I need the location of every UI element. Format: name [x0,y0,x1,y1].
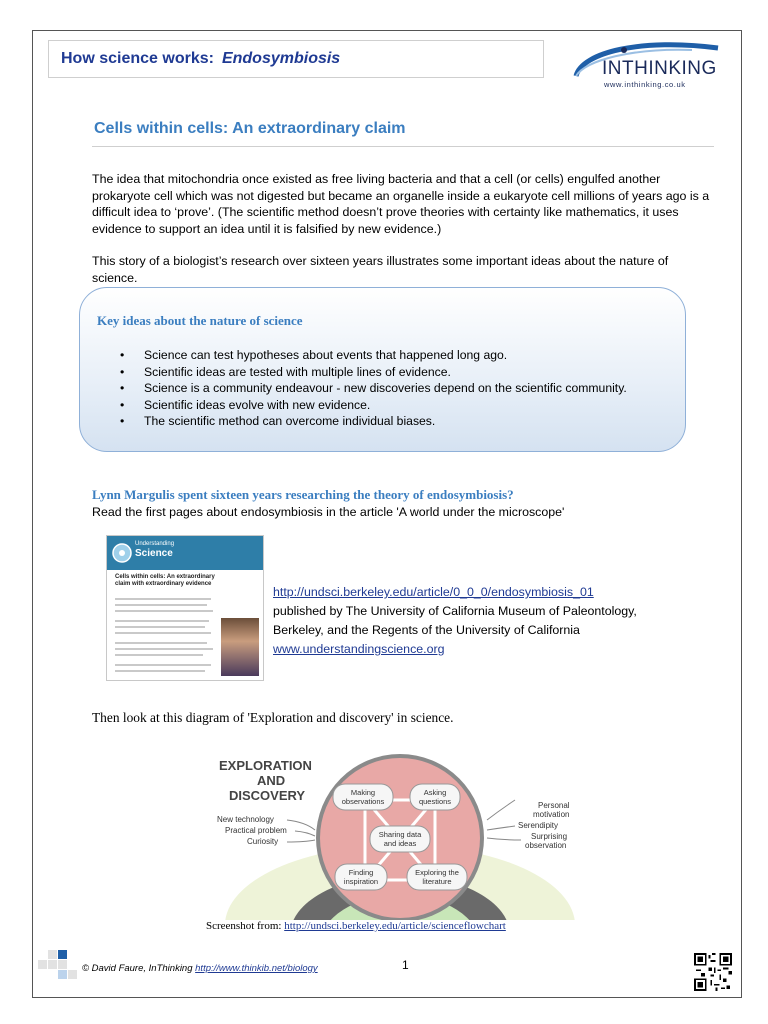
bullet-icon: • [120,397,125,412]
bullet-icon: • [120,381,125,395]
node-exploring-line2: literature [422,877,452,886]
footer-squares-icon [38,950,78,980]
intro-paragraph: The idea that mitochondria once existed as free living bacteria and that a cell (or cells) engulfed another prokaryote cell which was not digested but became an organelle inside a eukaryote cell millions of years ago is a difficult idea to ‘prove’. (The scientific method doesn’t prove theories with certainty like mathematics, it uses evidence to support an idea until it is falsified by new evidence.) [92,172,710,236]
thumbnail-text-line [115,626,205,628]
logo-brand: INTHINKING [602,58,717,79]
diagram-instruction: Then look at this diagram of 'Exploration and discovery' in science. [92,710,454,725]
story-paragraph: This story of a biologist’s research over sixteen years illustrates some important ideas about the nature of science. [92,254,669,285]
list-item [120,347,627,364]
bullet-icon: • [120,414,125,428]
right-label-surprising: Surprising [531,832,568,841]
diagram-caption [206,920,506,932]
header-prefix: How science works: [61,50,214,67]
key-idea-text: Science can test hypotheses about events that happened long ago. [144,348,508,362]
node-making-line1: Making [350,788,376,797]
thumbnail-brand-main: Science [135,548,173,559]
list-item [120,380,627,397]
thumbnail-text-line [115,604,207,606]
thumbnail-text-line [115,642,207,644]
thumbnail-text-line [115,620,209,622]
article-thumbnail[interactable] [106,535,264,681]
thumbnail-headline: Cells within cells: An extraordinary claim with extraordinary evidence [115,574,215,587]
list-item [120,364,627,381]
node-sharing-line1: Sharing data [378,830,422,839]
node-sharing-data [370,826,430,852]
node-exploring-literature [407,864,467,890]
header-banner [48,40,544,78]
caption-prefix: Screenshot from: [206,920,282,932]
node-asking-questions [410,784,460,810]
thumbnail-text-line [115,654,203,656]
diagram-heading-2: AND [257,773,286,788]
key-idea-text: The scientific method can overcome individual biases. [144,414,436,428]
node-finding-line1: Finding [348,868,374,877]
list-item [120,413,627,430]
header-title [61,50,340,68]
key-ideas-title: Key ideas about the nature of science [97,313,303,328]
exploration-diagram [215,750,585,920]
exploration-diagram-graphic [215,750,585,920]
caption-link[interactable]: http://undsci.berkeley.edu/article/scienceflowchart [284,920,506,932]
bullet-icon: • [120,348,125,362]
article-link[interactable]: http://undsci.berkeley.edu/article/0_0_0/endosymbiosis_01 [273,585,594,599]
footer-link[interactable]: http://www.thinkib.net/biology [195,963,318,974]
read-instruction: Read the first pages about endosymbiosis in the article 'A world under the microscope' [92,505,565,519]
node-making-observations [333,784,393,810]
page-number: 1 [402,958,409,972]
publisher-line-1: published by The University of California Museum of Paleontology, [273,604,637,618]
lynn-heading: Lynn Margulis spent sixteen years researching the theory of endosymbiosis? [92,487,514,502]
node-asking-line1: Asking [423,788,447,797]
right-label-serendipity: Serendipity [518,821,559,830]
diagram-heading-3: DISCOVERY [229,788,306,803]
node-exploring-line1: Exploring the [415,868,459,877]
footer-credit [82,963,318,974]
right-label-observation: observation [525,841,567,850]
section-title: Cells within cells: An extraordinary claim [94,120,406,137]
logo-url: www.inthinking.co.uk [604,80,686,89]
key-idea-text: Scientific ideas are tested with multiple lines of evidence. [144,364,451,379]
source-citation [273,583,637,659]
bullet-icon: • [120,364,125,379]
left-label-technology: New technology [217,815,274,824]
margulis-photo [221,618,259,676]
thumbnail-text-line [115,670,205,672]
left-label-problem: Practical problem [225,826,287,835]
thumbnail-brand [135,541,174,559]
inthinking-logo [572,40,722,92]
thumbnail-text-line [115,632,211,634]
list-item [120,397,627,414]
thumbnail-banner [107,536,264,570]
understanding-science-logo-icon [111,542,133,564]
diagram-heading-1: EXPLORATION [219,758,312,773]
node-sharing-line2: and ideas [383,839,417,848]
node-making-line2: observations [341,797,385,806]
thumbnail-brand-top: Understanding [135,541,175,547]
thumbnail-text-line [115,598,211,600]
key-idea-text: Scientific ideas evolve with new evidence. [144,397,371,412]
thumbnail-text-line [115,664,211,666]
thumbnail-text-line [115,648,213,650]
header-topic: Endosymbiosis [221,50,341,67]
section-divider [92,146,714,147]
node-finding-line2: inspiration [343,877,379,886]
right-label-motivation: motivation [533,810,570,819]
key-ideas-list [120,347,627,430]
footer-author: © David Faure, InThinking [82,963,193,974]
node-asking-line2: questions [418,797,452,806]
key-ideas-panel [79,287,686,452]
key-idea-text: Science is a community endeavour - new discoveries depend on the scientific community. [144,381,627,395]
site-link[interactable]: www.understandingscience.org [273,642,445,656]
qr-code-icon[interactable] [694,953,732,991]
node-finding-inspiration [335,864,387,890]
publisher-line-2: Berkeley, and the Regents of the University of California [273,623,580,637]
thumbnail-text-line [115,610,213,612]
left-label-curiosity: Curiosity [247,837,279,846]
right-label-personal: Personal [538,801,570,810]
